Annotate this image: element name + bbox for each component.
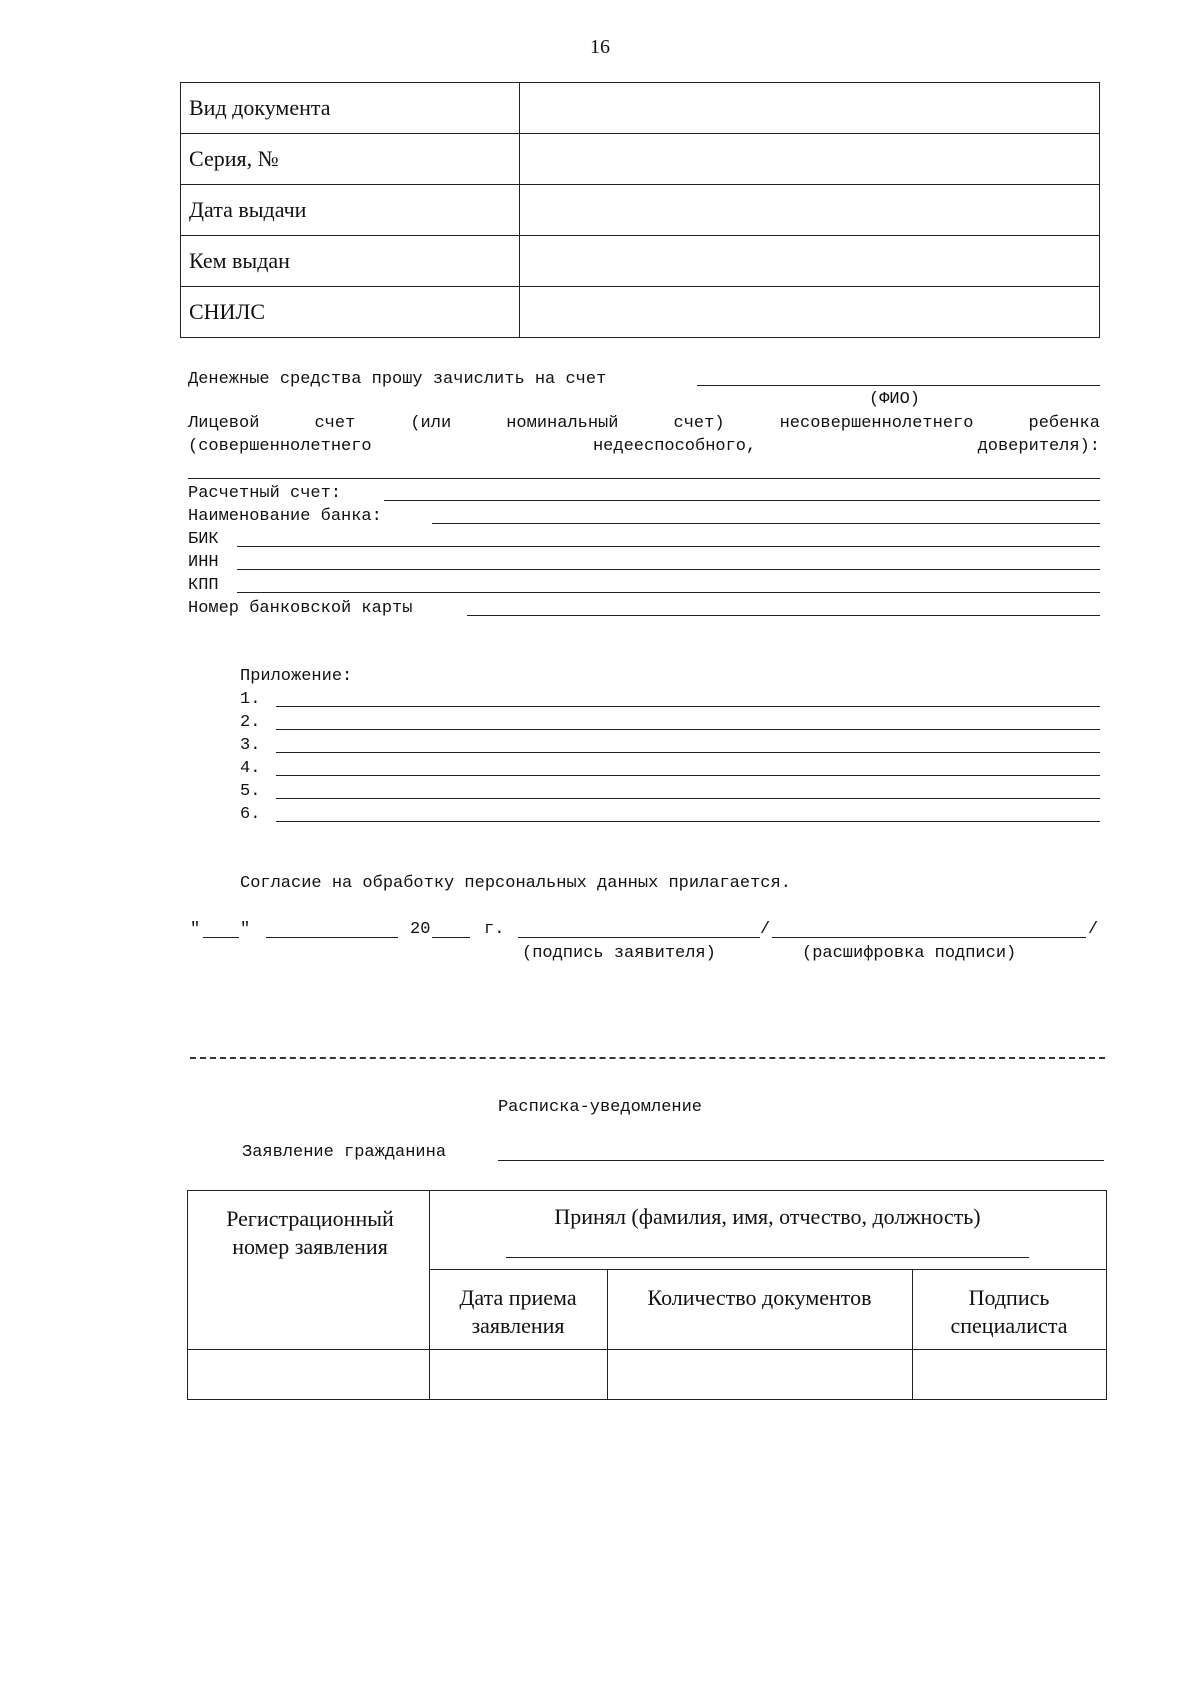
card-number-label: Номер банковской карты [188,599,413,618]
month-field[interactable] [266,937,398,938]
decoding-caption: (расшифровка подписи) [802,944,1017,963]
fio-caption: (ФИО) [869,390,921,409]
attachment-field[interactable] [276,729,1100,730]
attachment-number: 3. [240,736,261,755]
signature-header: Подпись специалиста [950,1285,1068,1338]
signature-slash: / [760,920,771,939]
count-cell[interactable] [607,1349,912,1399]
account-word: недееспособного, [592,437,757,456]
settlement-account-label: Расчетный счет: [188,484,342,503]
doc-type-field[interactable] [520,83,1100,134]
attachment-field[interactable] [276,821,1100,822]
issued-by-field[interactable] [520,236,1100,287]
snils-field[interactable] [520,287,1100,338]
reg-number-header: Регистрационный номер заявления [226,1206,394,1259]
signature-field[interactable] [518,937,760,938]
consent-text: Согласие на обработку персональных данных прилагается. [240,874,791,893]
account-word: номинальный [506,414,619,433]
account-line-1 [188,414,1100,434]
issued-by-label: Кем выдан [181,236,520,287]
bank-name-label: Наименование банка: [188,507,382,526]
series-number-label: Серия, № [181,134,520,185]
account-word: Лицевой [188,414,260,433]
accepted-field[interactable] [506,1257,1029,1258]
year-field[interactable] [432,937,470,938]
accepted-header: Принял (фамилия, имя, отчество, должность) [554,1204,981,1229]
bank-name-field[interactable] [432,523,1100,524]
account-word: (или [410,414,452,433]
issue-date-field[interactable] [520,185,1100,236]
statement-field[interactable] [498,1160,1104,1161]
doc-type-label: Вид документа [181,83,520,134]
table-divider [429,1269,1106,1270]
inn-field[interactable] [237,569,1100,570]
attachment-field[interactable] [276,775,1100,776]
year-prefix: 20 [410,920,431,939]
cut-line [190,1057,1105,1059]
issue-date-label: Дата выдачи [181,185,520,236]
signature-caption: (подпись заявителя) [522,944,716,963]
document-table [180,82,1100,338]
table-row [181,83,1100,134]
receipt-table [187,1190,1107,1400]
kpp-field[interactable] [237,592,1100,593]
settlement-account-field[interactable] [384,500,1100,501]
receipt-title: Расписка-уведомление [497,1098,703,1117]
attachment-number: 4. [240,759,261,778]
inn-label: ИНН [188,553,219,572]
series-number-field[interactable] [520,134,1100,185]
account-line-2 [188,437,1100,457]
statement-label: Заявление гражданина [242,1143,447,1162]
table-row [181,134,1100,185]
attachment-field[interactable] [276,798,1100,799]
account-word: доверителя): [977,437,1100,456]
table-row [181,236,1100,287]
attachment-number: 1. [240,690,261,709]
year-suffix: г. [484,920,505,939]
bik-field[interactable] [237,546,1100,547]
date-cell[interactable] [429,1349,607,1399]
day-field[interactable] [203,937,239,938]
date-quote-open: " [190,920,201,939]
date-quote-close: " [240,920,251,939]
attachment-number: 6. [240,805,261,824]
signature-slash: / [1088,920,1099,939]
fio-field[interactable] [697,385,1100,386]
snils-label: СНИЛС [181,287,520,338]
count-header: Количество документов [647,1285,872,1310]
date-header: Дата приема заявления [459,1285,577,1338]
account-word: несовершеннолетнего [779,414,974,433]
attachment-field[interactable] [276,706,1100,707]
card-number-field[interactable] [467,615,1100,616]
attachment-number: 5. [240,782,261,801]
bik-label: БИК [188,530,219,549]
kpp-label: КПП [188,576,219,595]
reg-number-cell[interactable] [188,1349,429,1399]
signature-decoding-field[interactable] [772,937,1086,938]
account-word: ребенка [1028,414,1100,433]
account-word: счет [314,414,356,433]
table-row [181,287,1100,338]
attachment-number: 2. [240,713,261,732]
table-row [181,185,1100,236]
account-word: счет) [673,414,725,433]
attachments-title: Приложение: [240,667,353,686]
page-number: 16 [590,36,610,58]
payment-intro: Денежные средства прошу зачислить на счет [188,370,607,389]
signature-cell[interactable] [912,1349,1106,1399]
attachment-field[interactable] [276,752,1100,753]
account-word: (совершеннолетнего [188,437,372,456]
account-number-field[interactable] [188,478,1100,479]
